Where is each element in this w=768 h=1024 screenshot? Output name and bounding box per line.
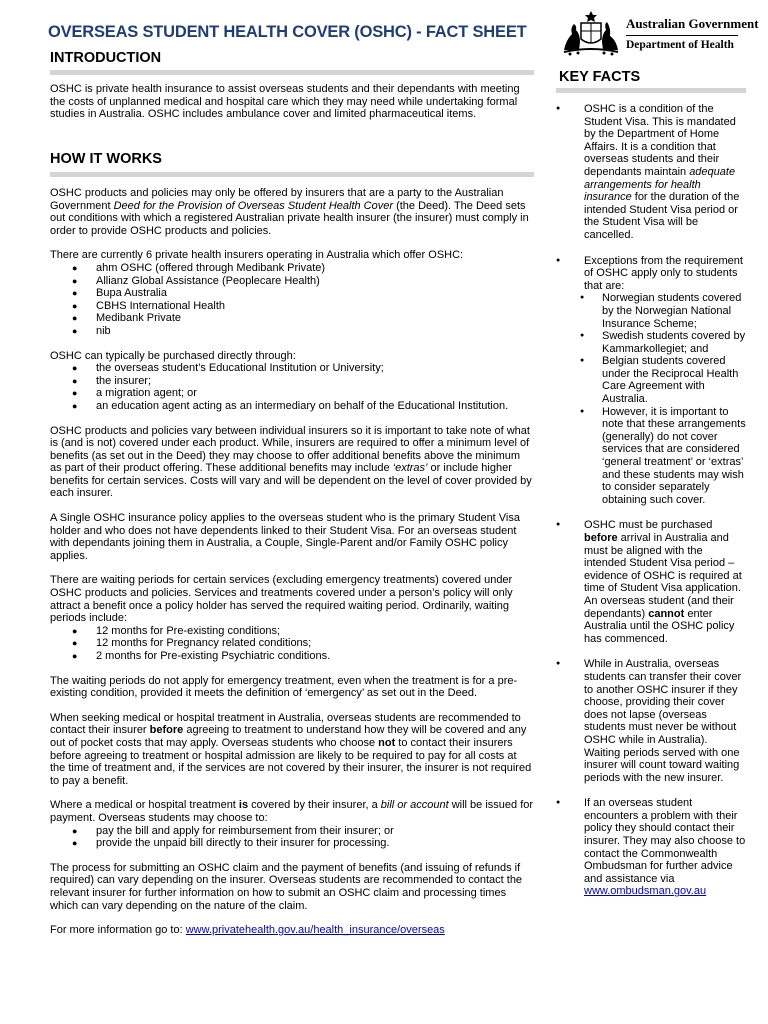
key-facts-heading: KEY FACTS: [559, 69, 641, 85]
list-item: ● pay the bill and apply for reimbursement from their insurer; or: [50, 825, 534, 838]
list-item: ● Belgian students covered under the Reciprocal Health Care Agreement with Australia.: [584, 355, 746, 405]
deed-name: Deed for the Provision of Overseas Student Health Cover: [113, 199, 394, 212]
paragraph-insurer-count: There are currently 6 private health insurers operating in Australia which offer OSHC:: [50, 249, 464, 262]
fact-transfer-cover: ● While in Australia, overseas students can transfer their cover to another OSHC insurer if they choose, providing their cover does not lapse (overseas students must never be without OSHC while in Australia). Waiting periods served with one insurer will count toward waiting periods with the new insurer.: [556, 658, 746, 784]
fact-purchase-before-arrival: ● OSHC must be purchased before arrival in Australia and must be aligned with the intended Student Visa period – evidence of OSHC is required at time of Student Visa application. An overseas student (and their dependants) cannot enter Australia until the OSHC policy has commenced.: [556, 519, 746, 645]
exception-list: [584, 292, 746, 506]
fact-exceptions: ● Exceptions from the requirement of OSHC apply only to students that are: ● Norwegian students covered by the Norwegian National Insurance Scheme; ● Swedish students covered by Kammarkollegiet; and ● Belgian students covered under the Reciprocal Health Care Agreement with Australia. ● However, it is important to note that these arrangements (generally) do not cover services that are considered ‘general treatment’ or ‘extras’ and these students may wish to consider separately obtaining such cover.: [556, 255, 746, 507]
section-divider: [50, 70, 534, 75]
government-name: Australian Government: [626, 16, 759, 31]
list-item: ● Allianz Global Assistance (Peoplecare Health): [50, 275, 534, 288]
department-name: Department of Health: [626, 39, 734, 51]
paragraph-waiting-periods: There are waiting periods for certain services (excluding emergency treatments) covered under OSHC products and policies. Services and treatments covered under a person’s policy will only attract a benefit once a policy holder has served the required waiting period. Ordinarily, waiting periods include:: [50, 574, 513, 625]
logo-divider: [626, 35, 738, 36]
paragraph-products-vary: OSHC products and policies vary between individual insurers so it is important to take note of what is (and is not) covered under each product. While, insurers are required to offer a minimum level of benefits (as set out in the Deed) they may choose to offer additional benefits above the minimum as part of their product offering. These additional benefits may include ‘extras’ or include higher benefits for certain services. Costs will vary and will be dependent on the level of cover provided by each insurer.: [50, 424, 532, 500]
paragraph-insurers-deed: OSHC products and policies may only be offered by insurers that are a party to the Australian Government Deed for the Provision of Overseas Student Health Cover (the Deed). The Deed sets out conditions with which a registered Australian private health insurer (the insurer) must comply in order to provide OSHC products and policies.: [50, 187, 529, 237]
list-item: ● the insurer;: [50, 375, 534, 388]
list-item: ● provide the unpaid bill directly to their insurer for processing.: [50, 837, 534, 850]
coat-of-arms-icon: [560, 10, 622, 56]
introduction-heading: INTRODUCTION: [50, 50, 162, 66]
page-title: OVERSEAS STUDENT HEALTH COVER (OSHC) - FACT SHEET: [48, 23, 527, 41]
list-item: ● 12 months for Pregnancy related conditions;: [50, 637, 534, 650]
how-it-works-heading: HOW IT WORKS: [50, 151, 162, 167]
list-item: ● 2 months for Pre-existing Psychiatric conditions.: [50, 650, 534, 663]
paragraph-payment: Where a medical or hospital treatment is covered by their insurer, a bill or account will be issued for payment. Overseas students may choose to:: [50, 799, 534, 824]
list-item: ● CBHS International Health: [50, 300, 534, 313]
how-it-works-section: [50, 151, 534, 949]
introduction-section: [50, 50, 534, 133]
list-item: ● Norwegian students covered by the Norwegian National Insurance Scheme;: [584, 292, 746, 330]
paragraph-policy-types: A Single OSHC insurance policy applies to the overseas student who is the primary Student Visa holder and who does not have dependents linked to their Student Visa. For an overseas student with dependants joining them in Australia, a Couple, Single-Parent and/or Family OSHC policy applies.: [50, 512, 520, 562]
list-item: ● ahm OSHC (offered through Medibank Private): [50, 262, 534, 275]
paragraph-contact-insurer: When seeking medical or hospital treatment in Australia, overseas students are recommended to contact their insurer before agreeing to treatment to understand how they will be covered and any out of pocket costs that may apply. Overseas students who choose not to contact their insurers before agreeing to treatment or hospital admission are likely to be required to pay for all costs at the time of treatment and, if the services are not covered by their insurer, the insurer is not required to pay a benefit.: [50, 711, 532, 787]
key-facts-section: [556, 69, 746, 911]
list-item: ● Bupa Australia: [50, 287, 534, 300]
list-item: ● Swedish students covered by Kammarkollegiet; and: [584, 330, 746, 355]
list-item: ● Medibank Private: [50, 312, 534, 325]
purchase-channel-list: [50, 362, 534, 412]
fact-ombudsman: ● If an overseas student encounters a problem with their policy they should contact their insurer. They may also choose to contact the Commonwealth Ombudsman for further advice and assistance via www.ombudsman.gov.au: [556, 797, 746, 898]
paragraph-purchase-channels: OSHC can typically be purchased directly through:: [50, 349, 296, 362]
section-divider: [556, 88, 746, 93]
payment-option-list: [50, 825, 534, 850]
section-divider: [50, 172, 534, 177]
privatehealth-link[interactable]: www.privatehealth.gov.au/health_insurance/overseas: [185, 924, 445, 937]
introduction-text: OSHC is private health insurance to assist overseas students and their dependants with meeting the costs of unplanned medical and hospital care which they may need while undertaking formal studies in Australia. OSHC includes ambulance cover and limited pharmaceutical items.: [50, 83, 520, 121]
more-information: For more information go to: www.privatehealth.gov.au/health_insurance/overseas: [50, 924, 445, 937]
fact-visa-condition: ● OSHC is a condition of the Student Visa. This is mandated by the Department of Home Affairs. It is a condition that overseas students and their dependants maintain adequate arrangements for health insurance for the duration of the intended Student Visa period or the Student Visa will be cancelled.: [556, 103, 746, 242]
list-item: ● 12 months for Pre-existing conditions;: [50, 625, 534, 638]
government-logo: [560, 10, 759, 58]
ombudsman-link[interactable]: www.ombudsman.gov.au: [584, 885, 707, 898]
list-item: ● an education agent acting as an intermediary on behalf of the Educational Institution.: [50, 400, 534, 413]
waiting-period-list: [50, 625, 534, 663]
insurer-list: [50, 262, 534, 338]
list-item: ● a migration agent; or: [50, 387, 534, 400]
key-facts-list: [556, 103, 746, 898]
paragraph-claims: The process for submitting an OSHC claim and the payment of benefits (and issuing of refunds if required) can vary depending on the insurer. Overseas students are recommended to contact the relevant insurer for further information on how to submit an OSHC claim and processing times which can vary depending on the nature of the claim.: [50, 861, 523, 912]
list-item: ● However, it is important to note that these arrangements (generally) do not cover services that are considered ‘general treatment’ or ‘extras’ and these students may wish to consider separately obtaining such cover.: [584, 406, 746, 507]
paragraph-emergency: The waiting periods do not apply for emergency treatment, even when the treatment is for a pre-existing condition, provided it meets the definition of ‘emergency’ as set out in the Deed.: [50, 674, 518, 700]
list-item: ● the overseas student’s Educational Institution or University;: [50, 362, 534, 375]
list-item: ● nib: [50, 325, 534, 338]
